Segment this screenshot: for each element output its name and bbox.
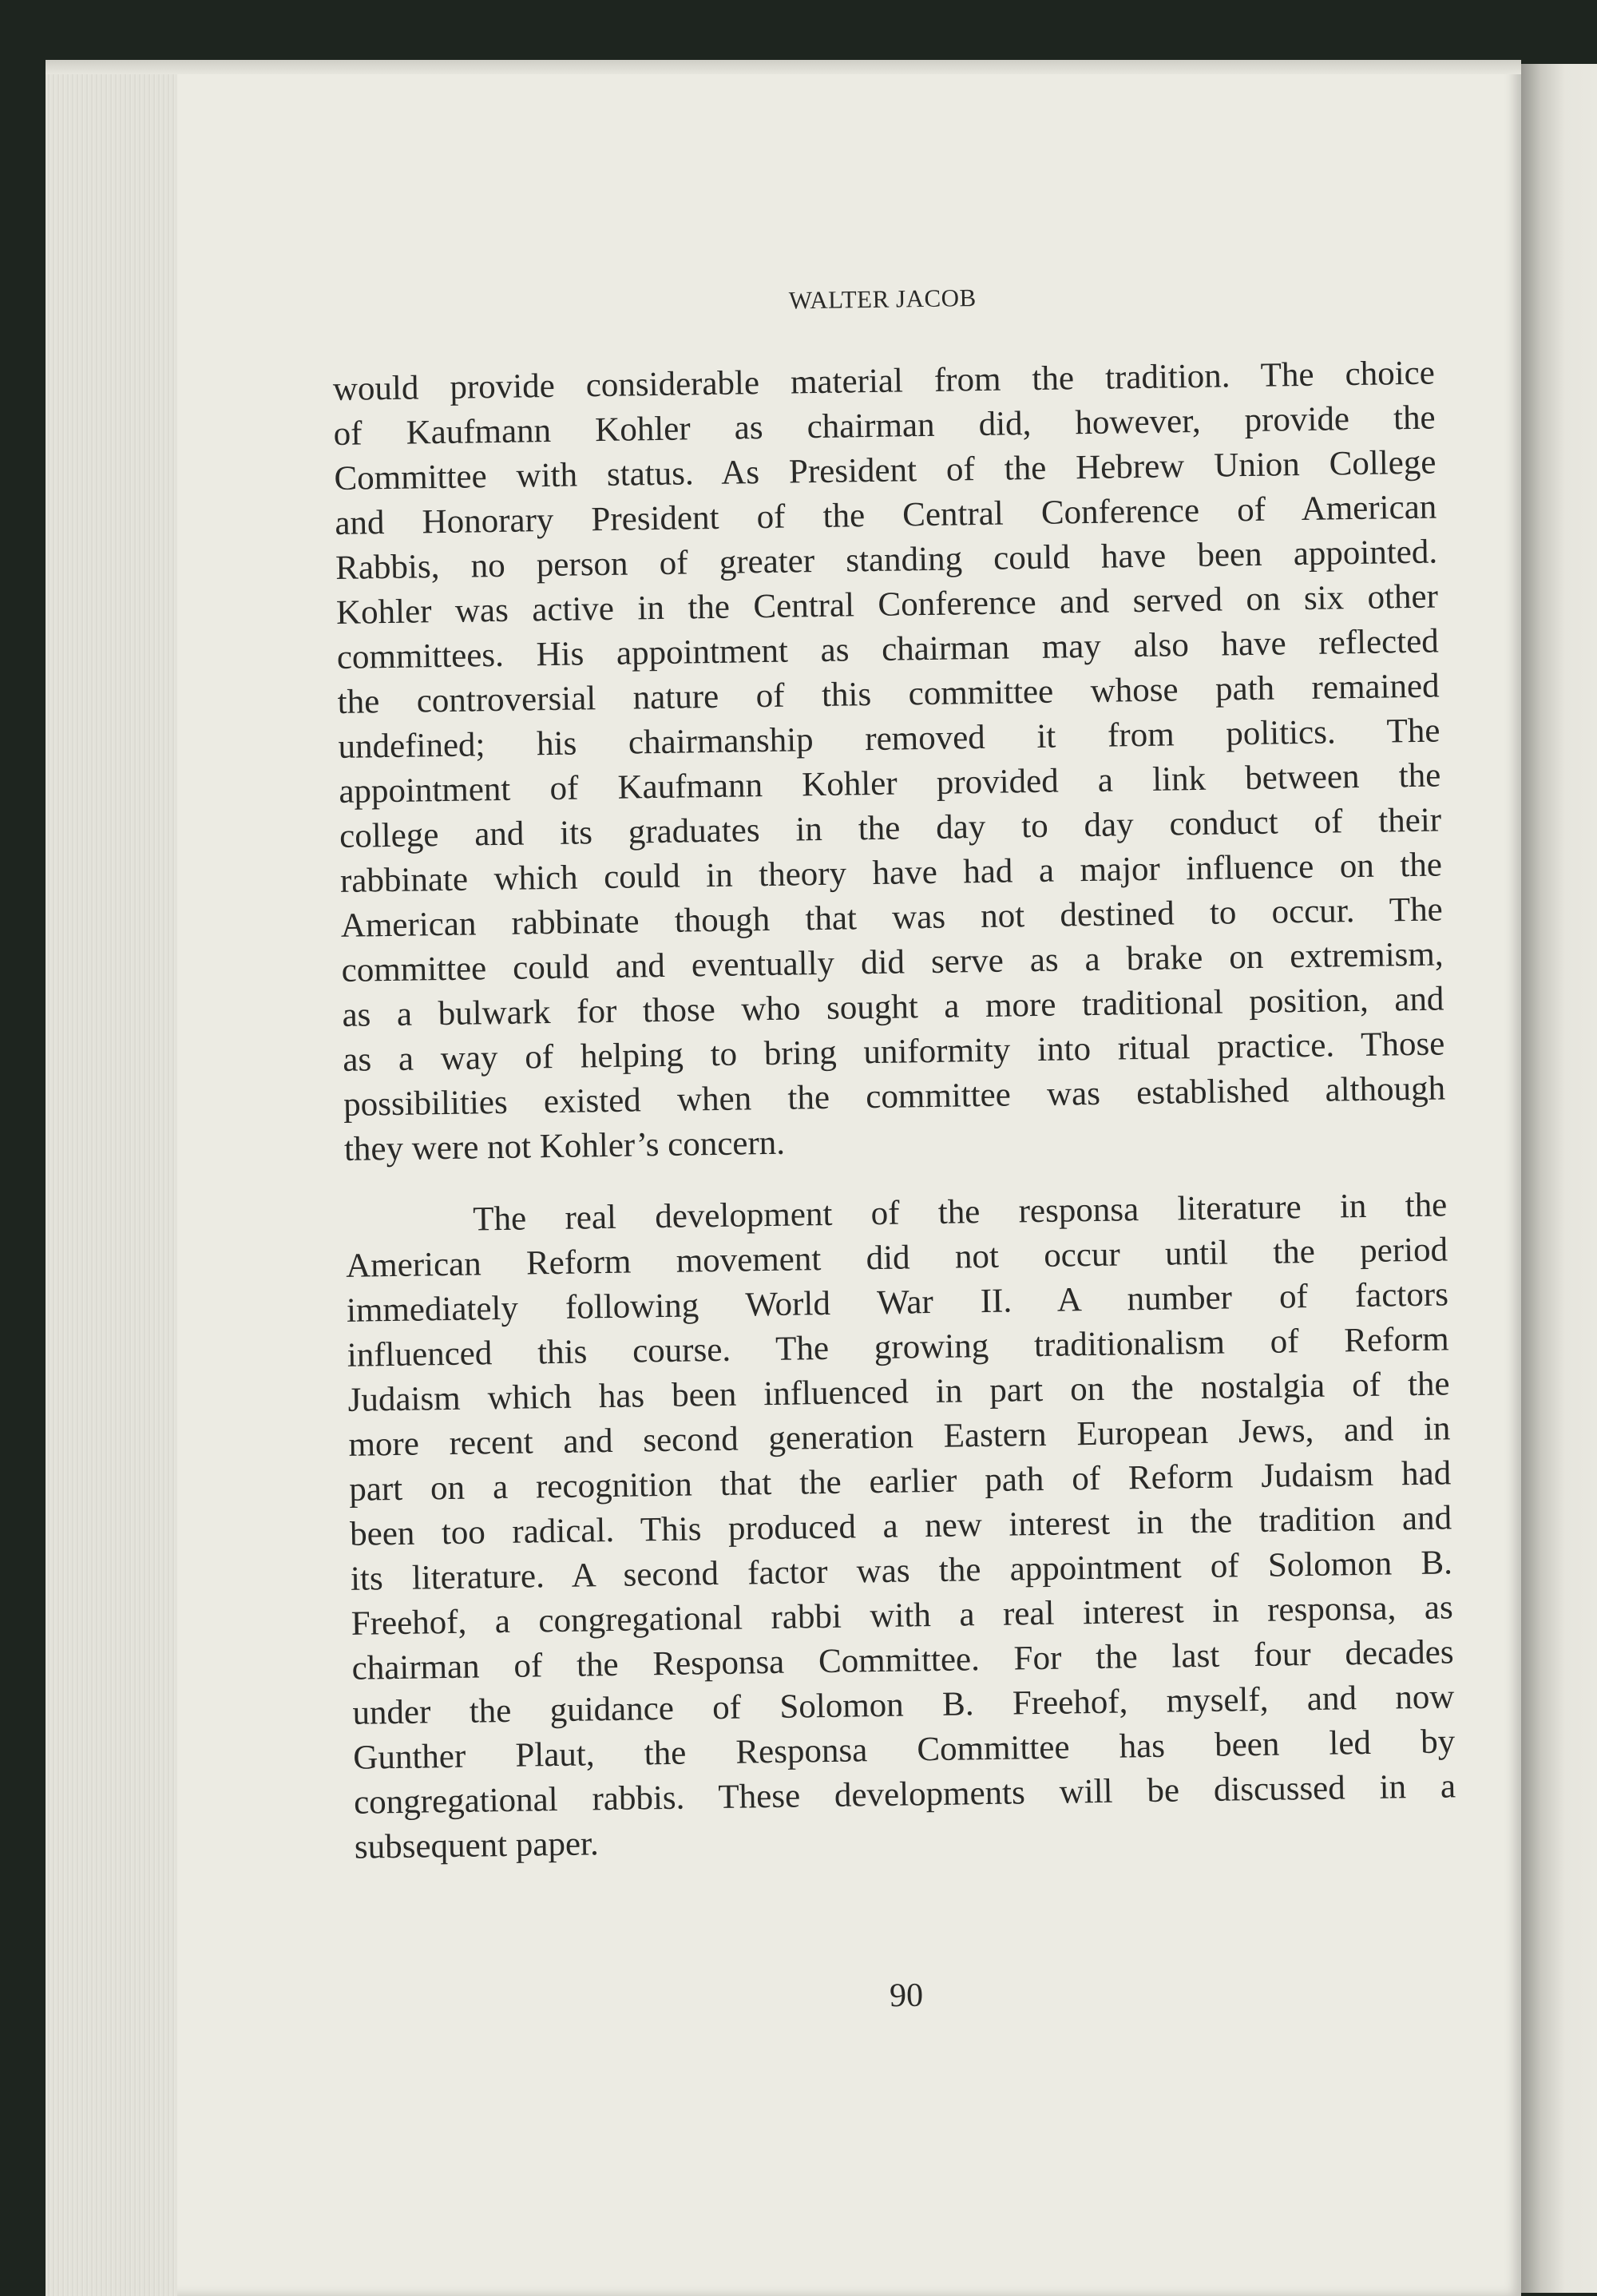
text-line: influenced this course. The growing traditionalism of Reform: [347, 1320, 1450, 1374]
text-line: American Reform movement did not occur until the period: [345, 1231, 1448, 1285]
page-content: [331, 272, 1456, 1870]
text-line: under the guidance of Solomon B. Freehof, myself, and now: [352, 1678, 1455, 1732]
text-line: subsequent paper.: [354, 1825, 599, 1866]
page-top-edge: [46, 60, 1521, 74]
text-line: congregational rabbis. These developments will be discussed in a: [353, 1767, 1456, 1822]
text-line: Freehof, a congregational rabbi with a real interest in responsa, as: [351, 1588, 1454, 1643]
text-line: college and its graduates in the day to day conduct of their: [339, 801, 1442, 855]
text-line: and Honorary President of the Central Conference of American: [335, 488, 1437, 542]
text-line: more recent and second generation Eastern European Jews, and in: [348, 1410, 1451, 1464]
text-line: its literature. A second factor was the appointment of Solomon B.: [350, 1544, 1453, 1598]
text-line: American rabbinate though that was not destined to occur. The: [340, 890, 1444, 945]
text-line: possibilities existed when the committee was established although: [343, 1069, 1446, 1124]
text-line: rabbinate which could in theory have had a major influence on the: [339, 846, 1443, 900]
text-line: of Kaufmann Kohler as chairman did, however, provide the: [333, 399, 1436, 453]
text-line: as a bulwark for those who sought a more traditional position, and: [342, 980, 1444, 1034]
facing-page-edge: [1517, 64, 1597, 2293]
text-line: been too radical. This produced a new interest in the tradition and: [349, 1499, 1452, 1553]
paragraph: [332, 351, 1446, 1172]
text-line: would provide considerable material from the tradition. The choice: [332, 354, 1436, 408]
text-line: Rabbis, no person of greater standing could have been appointed.: [335, 533, 1438, 587]
running-header: WALTER JACOB: [788, 284, 977, 315]
text-line: immediately following World War II. A number of factors: [346, 1275, 1449, 1330]
body-text: [332, 351, 1456, 1870]
text-line: part on a recognition that the earlier path of Reform Judaism had: [348, 1454, 1452, 1509]
text-line: Gunther Plaut, the Responsa Committee has been led by: [352, 1723, 1456, 1777]
page-number: 90: [889, 1977, 924, 2015]
text-line: chairman of the Responsa Committee. For the last four decades: [351, 1633, 1454, 1687]
text-line: committees. His appointment as chairman may also have reflected: [336, 622, 1440, 676]
text-line: committee could and eventually did serve as a brake on extremism,: [341, 935, 1444, 989]
page-stack-edges: [46, 60, 177, 2296]
text-line: Kohler was active in the Central Conference and served on six other: [335, 577, 1439, 632]
text-line: The real development of the responsa literature in the: [472, 1186, 1448, 1239]
text-line: Committee with status. As President of the Hebrew Union College: [334, 443, 1437, 498]
text-line: the controversial nature of this committee whose path remained: [337, 667, 1440, 721]
text-line: they were not Kohler’s concern.: [343, 1124, 786, 1168]
text-line: undefined; his chairmanship removed it from politics. The: [338, 712, 1440, 766]
text-line: appointment of Kaufmann Kohler provided a link between the: [339, 756, 1441, 811]
text-line: as a way of helping to bring uniformity into ritual practice. Those: [343, 1025, 1445, 1079]
text-line: Judaism which has been influenced in part on the nostalgia of the: [347, 1365, 1450, 1419]
paragraph: [345, 1183, 1456, 1870]
